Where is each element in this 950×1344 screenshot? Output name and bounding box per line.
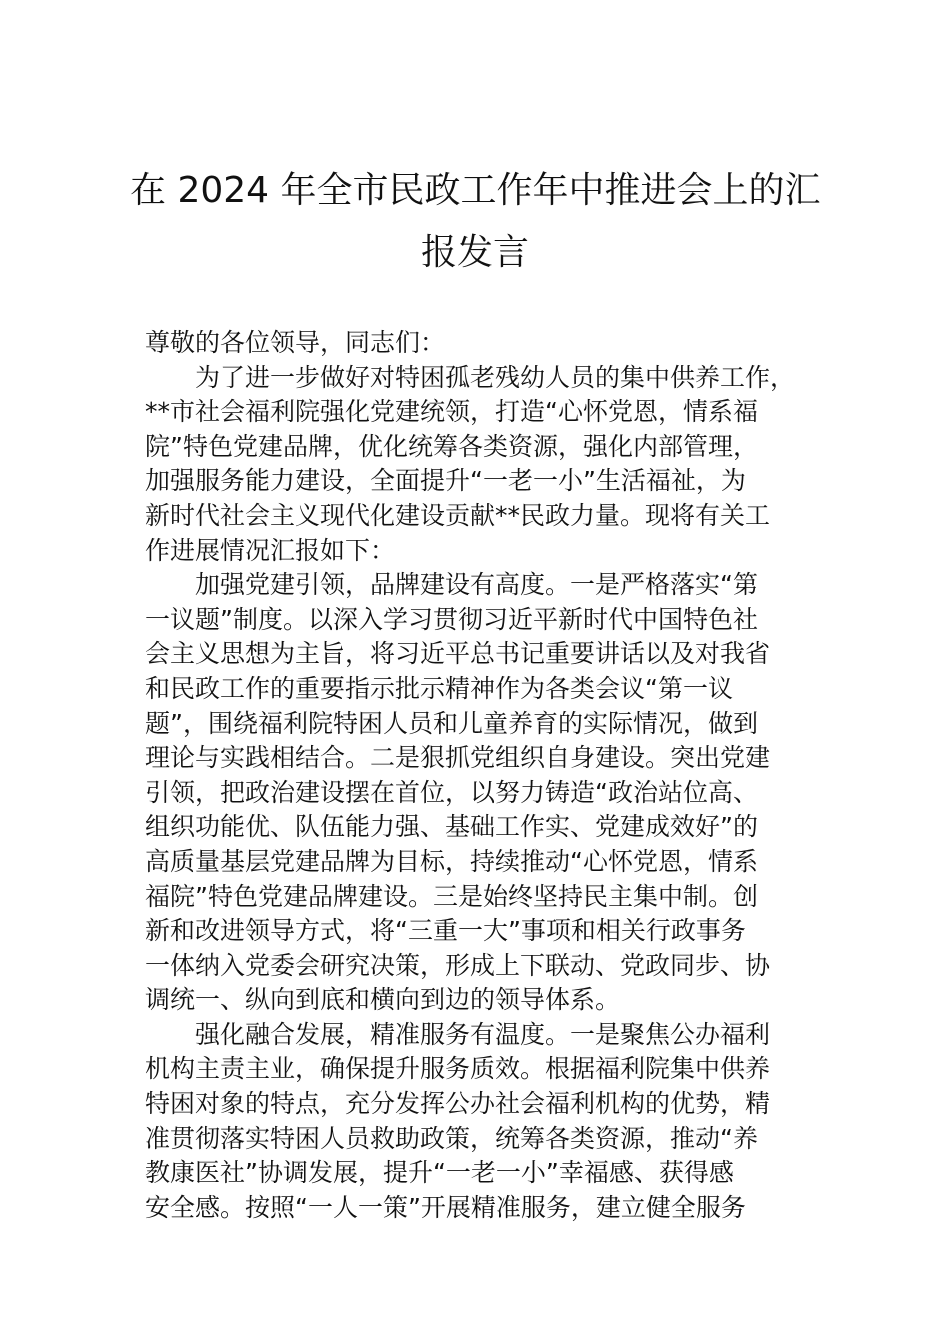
body-line: **市社会福利院强化党建统领，打造“心怀党恩，情系福 [145,397,758,427]
body-line: 尊敬的各位领导，同志们： [145,328,446,357]
body-line: 机构主责主业，确保提升服务质效。根据福利院集中供养 [145,1054,771,1084]
body-line: 组织功能优、队伍能力强、基础工作实、党建成效好”的 [145,812,758,842]
body-line: 作进展情况汇报如下： [145,535,396,565]
body-line: 调统一、纵向到底和横向到边的领导体系。 [145,985,621,1015]
body-line: 加强党建引领，品牌建设有高度。一是严格落实“第 [195,570,758,600]
body-line: 教康医社”协调发展，提升“一老一小”幸福感、获得感 [145,1158,734,1188]
body-line: 新时代社会主义现代化建设贡献**民政力量。现将有关工 [145,500,771,530]
body-line: 为了进一步做好对特困孤老残幼人员的集中供养工作， [195,362,796,392]
document-body [145,326,810,1225]
body-line: 一体纳入党委会研究决策，形成上下联动、党政同步、协 [145,950,771,980]
body-line: 准贯彻落实特困人员救助政策，统筹各类资源，推动“养 [145,1123,758,1153]
body-line: 会主义思想为主旨，将习近平总书记重要讲话以及对我省 [145,639,771,669]
body-line: 安全感。按照“一人一策”开展精准服务，建立健全服务 [145,1192,746,1222]
title-line: 报发言 [420,232,529,273]
body-line: 福院”特色党建品牌建设。三是始终坚持民主集中制。创 [145,881,758,911]
body-line: 加强服务能力建设，全面提升“一老一小”生活福祉，为 [145,466,746,496]
body-line: 题”，围绕福利院特困人员和儿童养育的实际情况，做到 [145,708,758,738]
document-title [130,160,820,284]
body-line: 和民政工作的重要指示批示精神作为各类会议“第一议 [145,673,733,703]
body-line: 高质量基层党建品牌为目标，持续推动“心怀党恩，情系 [145,846,758,876]
body-line: 特困对象的特点，充分发挥公办社会福利机构的优势，精 [145,1089,771,1119]
body-line: 引领，把政治建设摆在首位，以努力铸造“政治站位高、 [145,777,758,807]
body-line: 一议题”制度。以深入学习贯彻习近平新时代中国特色社 [145,604,758,634]
title-line: 在 2024 年全市民政工作年中推进会上的汇 [130,170,821,211]
body-line: 院”特色党建品牌，优化统筹各类资源，强化内部管理， [145,431,758,461]
body-line: 强化融合发展，精准服务有温度。一是聚焦公办福利 [195,1019,771,1049]
body-line: 理论与实践相结合。二是狠抓党组织自身建设。突出党建 [145,743,771,773]
body-line: 新和改进领导方式，将“三重一大”事项和相关行政事务 [145,916,746,946]
